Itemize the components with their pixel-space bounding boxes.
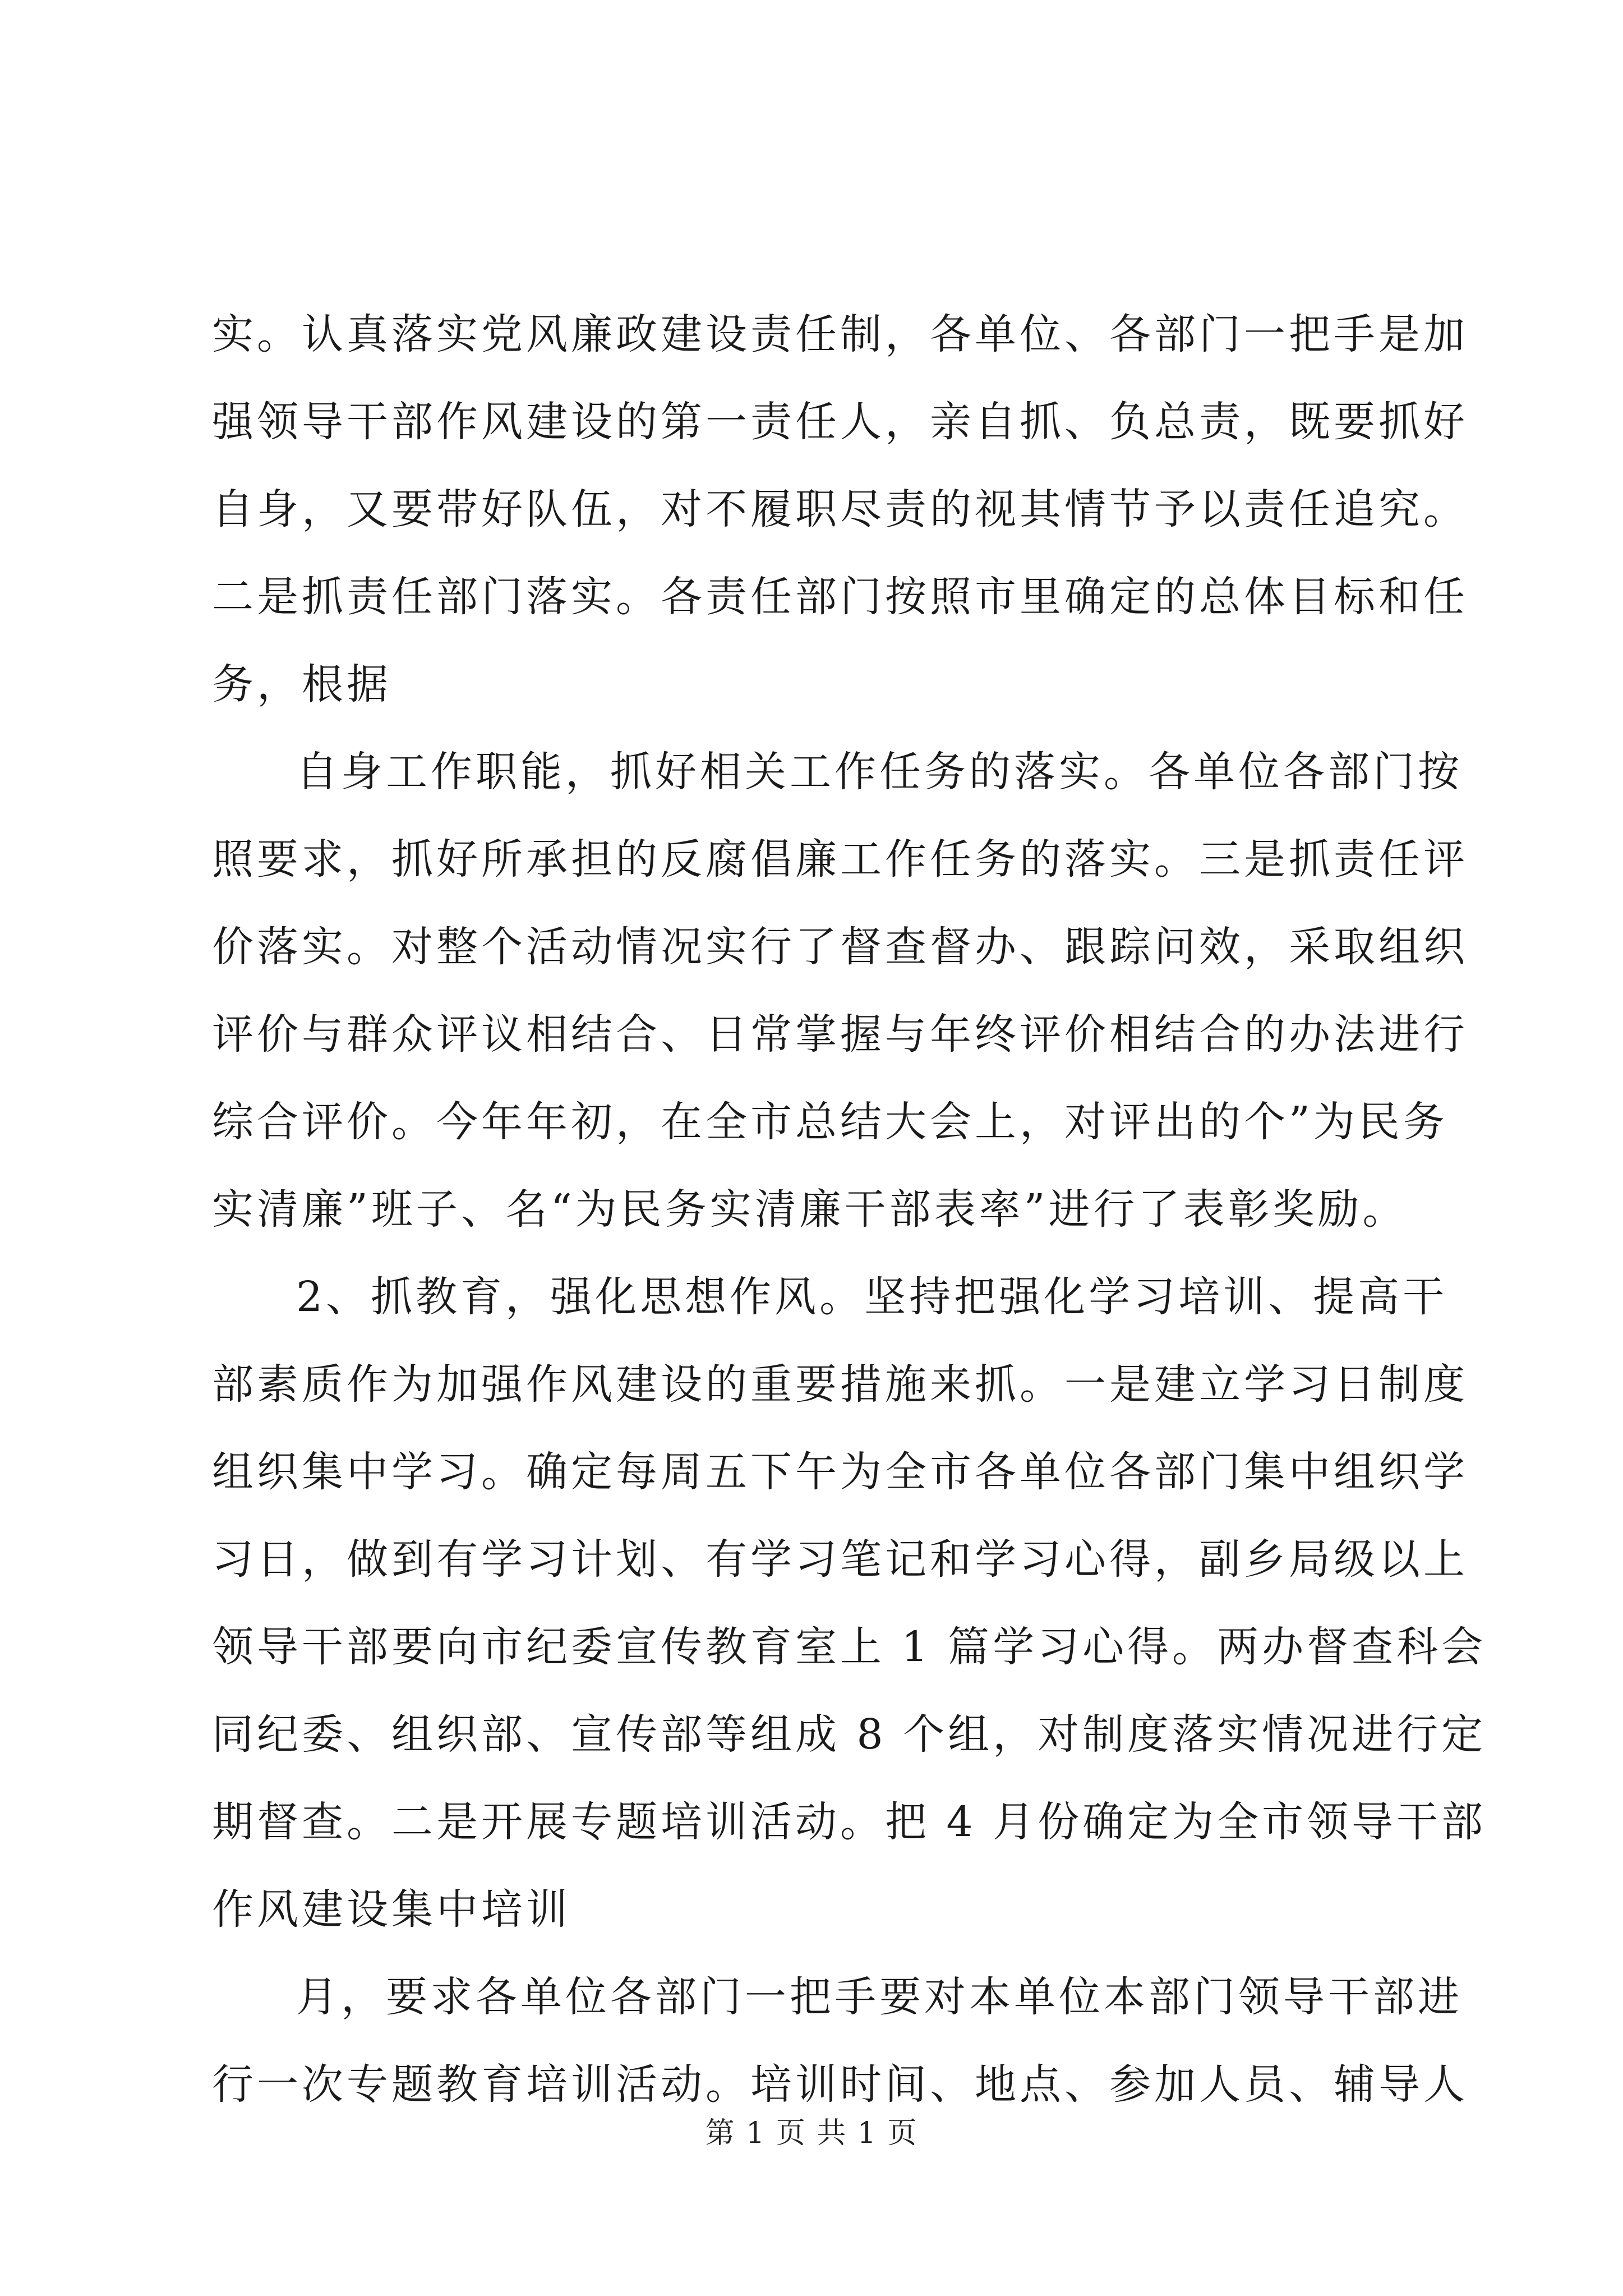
text-line: 同纪委、组织部、宣传部等组成 8 个组，对制度落实情况进行定: [212, 1710, 1487, 1759]
page-number-footer: 第 1 页 共 1 页: [705, 2116, 918, 2150]
paragraph-start-line: 自身工作职能，抓好相关工作任务的落实。各单位各部门按: [296, 748, 1463, 796]
text-line: 期督查。二是开展专题培训活动。把 4 月份确定为全市领导干部: [212, 1798, 1487, 1846]
text-line: 务，根据: [212, 660, 391, 708]
text-line: 习日，做到有学习计划、有学习笔记和学习心得，副乡局级以上: [212, 1535, 1468, 1584]
body-text: [212, 291, 1487, 2128]
text-line: 价落实。对整个活动情况实行了督查督办、跟踪问效，采取组织: [212, 923, 1468, 971]
text-line: 行一次专题教育培训活动。培训时间、地点、参加人员、辅导人: [212, 2060, 1468, 2109]
text-line: 评价与群众评议相结合、日常掌握与年终评价相结合的办法进行: [212, 1010, 1468, 1059]
text-line: 照要求，抓好所承担的反腐倡廉工作任务的落实。三是抓责任评: [212, 835, 1468, 884]
text-line: 实清廉”班子、名“为民务实清廉干部表率”进行了表彰奖励。: [212, 1185, 1408, 1234]
paragraph-start-line: 2、抓教育，强化思想作风。坚持把强化学习培训、提高干: [296, 1273, 1448, 1321]
text-line: 二是抓责任部门落实。各责任部门按照市里确定的总体目标和任: [212, 573, 1468, 621]
text-line: 自身，又要带好队伍，对不履职尽责的视其情节予以责任追究。: [212, 485, 1468, 533]
text-line: 作风建设集中培训: [212, 1885, 571, 1934]
text-line: 强领导干部作风建设的第一责任人，亲自抓、负总责，既要抓好: [212, 398, 1468, 446]
text-line: 实。认真落实党风廉政建设责任制，各单位、各部门一把手是加: [212, 310, 1468, 358]
text-line: 组织集中学习。确定每周五下午为全市各单位各部门集中组织学: [212, 1448, 1468, 1496]
text-line: 部素质作为加强作风建设的重要措施来抓。一是建立学习日制度: [212, 1360, 1468, 1409]
paragraph-start-line: 月，要求各单位各部门一把手要对本单位本部门领导干部进: [296, 1973, 1463, 2021]
text-line: 综合评价。今年年初，在全市总结大会上，对评出的个”为民务: [212, 1098, 1448, 1146]
text-line: 领导干部要向市纪委宣传教育室上 1 篇学习心得。两办督查科会: [212, 1623, 1487, 1671]
